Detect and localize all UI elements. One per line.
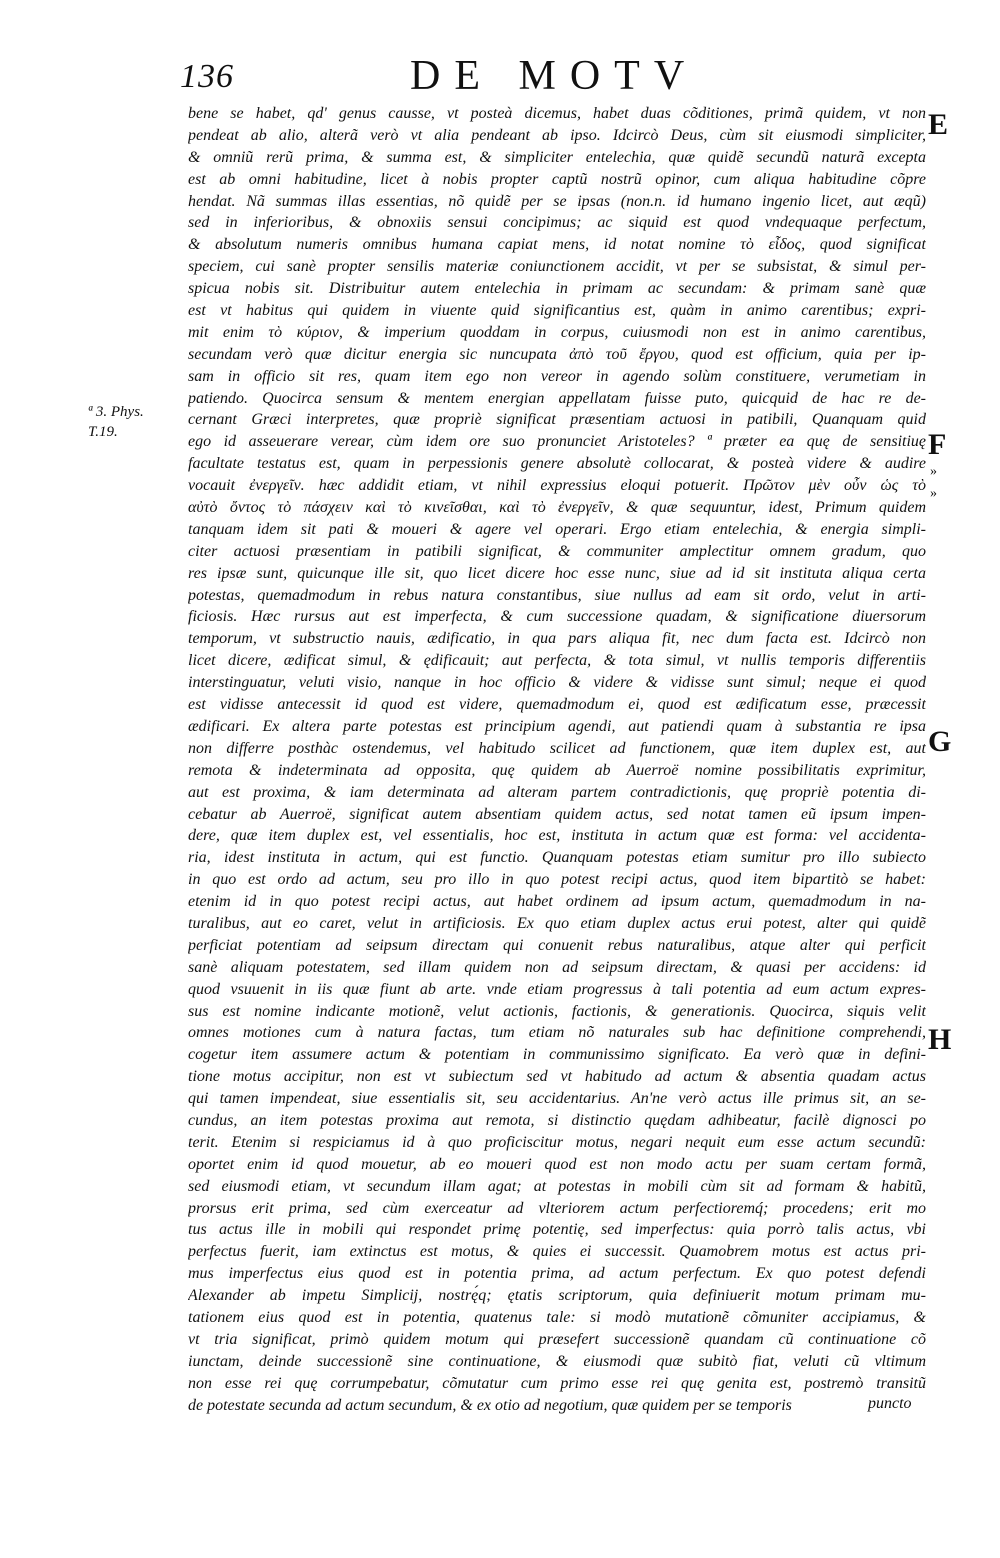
text-line: ria, idest instituta in actum, qui est functio. Quanquam potestas etiam sumitur pro illo subiecto <box>188 849 926 867</box>
text-line: aut est proxima, & iam determinata ad alteram partem contradictionis, quę propriè potentia di- <box>188 783 926 801</box>
text-line: tus actus ille in mobili qui respondet primę potentię, sed imperfectus: quia porrò talis actus, vbi <box>188 1221 926 1239</box>
text-line: non differre posthàc ostendemus, vel habitudo scilicet ad functionem, quæ item duplex est, aut <box>188 739 926 757</box>
text-line: sed in inferioribus, & obnoxiis sensui concipimus; ac siquid est quod vndequaque perfectum, <box>188 214 926 232</box>
text-line: tationem eius quod est in potentia, quatenus tale: si modò mutationẽ cõmuniter accipiamus, & <box>188 1308 926 1326</box>
text-line: perfectus fuerit, iam extinctus est motus, & quies ei successit. Quamobrem motus est actus pri- <box>188 1243 926 1261</box>
text-line: sam in officio sit res, quam item ego non vereor in agendo solùm constituere, verumetiam in <box>188 367 926 385</box>
text-line: mus imperfectus eius quod est in potentia prima, ad actum perfectum. Ex quo potest defendi <box>188 1265 926 1283</box>
margin-note-text: T.19. <box>88 424 118 440</box>
text-line: temporum, vt substructio nauis, ædificatio, in qua pars aliqua fit, nec dum facta est. Idcircò non <box>188 630 926 648</box>
text-line: mit enim τὸ κύριον, & imperium quoddam in corpus, cuiusmodi non est in animo carentibus, <box>188 323 926 341</box>
text-line: quod vsuuenit in iis quæ fiunt ab arte. vnde etiam progressus à tali potentia ad eum actum expres- <box>188 980 926 998</box>
text-line: cebatur ab Auerroë, significat autem absentiam quidem actus, sed notat tamen eũ ipsum impen- <box>188 805 926 823</box>
text-line: est vidisse antecessit id quod est videre, quemadmodum ei, quod est ædificatum esse, præcessit <box>188 696 926 714</box>
text-line: cernant Græci interpretes, quæ propriè significat præsentiam actuosi in patibili, Quanquam quid <box>188 411 926 429</box>
margin-note-reference: ª 3. Phys. <box>88 404 144 420</box>
text-line: ficiosis. Hæc rursus aut est imperfecta, & cum successione quadam, & significatione diuersorum <box>188 608 926 626</box>
text-line: omnes motiones cum à natura factas, tum etiam nõ naturales sub hac definitione comprehendi, <box>188 1024 926 1042</box>
text-line: cogetur item assumere actum & potentiam in communissimo significato. Ea verò quæ in defini- <box>188 1046 926 1064</box>
text-line: citer actuosi præsentiam in patibili significat, & communiter amplectitur omnem gradum, quo <box>188 542 926 560</box>
text-line: interstinguatur, veluti visio, nanque in hoc officio & videre & vidisse sunt simul; neque ei quod <box>188 674 926 692</box>
text-line: terit. Etenim si respiciamus id à quo proficiscitur motus, negari nequit eum esse actum secundũ: <box>188 1133 926 1151</box>
section-mark-g: G <box>928 725 952 758</box>
text-line: turalibus, aut eo caret, velut in artificiosis. Ex quo etiam duplex actus erui potest, alter qui quidẽ <box>188 914 926 932</box>
text-line: prorsus erit prima, sed cùm exerceatur ad vlteriorem actum perfectioremq́; procedens; erit mo <box>188 1199 926 1217</box>
text-line: licet dicere, ædificat simul, & ędificauit; aut perfecta, & tota simul, vt nullis temporis differentiis <box>188 652 926 670</box>
text-line: vt tria significat, primò quidem motum qui præsefert successionẽ quandam cũ continuatione cõ <box>188 1330 926 1348</box>
text-line: in quo est ordo ad actum, seu pro illo in quo potest recipi actus, quod item bipartitò se habet: <box>188 871 926 889</box>
text-line: sus est nomine indicante motionẽ, velut actionis, factionis, & generationis. Quocirca, siquis velit <box>188 1002 926 1020</box>
section-mark-f: F <box>928 428 947 461</box>
catchword: puncto <box>868 1395 912 1412</box>
text-line: res ipsæ sunt, quicunque ille sit, quo licet dicere hoc esse nunc, siue ad id sit instituta aliqua certa <box>188 564 926 582</box>
text-line: potestas, quemadmodum in rebus natura constantibus, siue nullus ad eam sit ordo, velut in arti- <box>188 586 926 604</box>
text-line: est ab omni habitudine, licet à nobis propter captũ nostrũ opinor, cum aliqua habitudine cõpre <box>188 170 926 188</box>
text-line: etenim id in quo potest recipi actus, aut habet ordinem ad ipsum actum, quemadmodum in na- <box>188 893 926 911</box>
page-header <box>180 52 940 102</box>
text-line: bene se habet, qd' genus causse, vt posteà dicemus, habet duas cõditiones, primã quidem, vt non <box>188 105 926 122</box>
text-line: ædificari. Ex altera parte potestas est principium agendi, aut patiendi quam à substantia re ipsa <box>188 717 926 735</box>
quote-mark: » <box>930 464 937 479</box>
text-line: tione motus accipitur, non est vt subiectum sed vt habitudo ad actum & absentia quadam actus <box>188 1068 926 1086</box>
text-line: tanquam idem sit pati & moueri & agere vel operari. Ergo etiam entelechia, & energia simpli- <box>188 520 926 538</box>
text-line: oportet enim id quod mouetur, ab eo moueri quod est non modo actu per suam certam formã, <box>188 1155 926 1173</box>
text-line: dere, quæ item duplex est, vel essentialis, hoc est, instituta in actum quæ est forma: vel accidenta- <box>188 827 926 845</box>
text-line: secundam verò quæ dicitur energia sic nuncupata ἀπὸ τοῦ ἔργου, quod est officium, quia per ip- <box>188 345 926 363</box>
text-line: cundus, an item potestas proxima aut remota, si distinctio quędam adhibeatur, facilè dignosci po <box>188 1111 926 1129</box>
text-line: sed eiusmodi etiam, vt secundum illam agat; at potestas in mobili cùm sit ad formam & habitũ, <box>188 1177 926 1195</box>
text-line: est vt habitus qui quidem in viuente quid significantius est, quàm in animo carentibus; expri- <box>188 302 926 320</box>
text-line: speciem, cui sanè propter sensilis materiæ coniunctionem accidit, vt per se subsistat, & simul per- <box>188 258 926 276</box>
text-line: vocauit ἐνεργεῖν. hæc addidit etiam, vt nihil expressius eloqui potuerit. Πρῶτον μὲν οὖν ὡς τὸ <box>188 477 926 495</box>
quote-mark: » <box>930 486 937 501</box>
text-line: qui tamen impendeat, siue essentialis sit, seu accidentarius. An'ne verò actus ille primus sit, an se- <box>188 1090 926 1108</box>
section-mark-e: E <box>928 108 949 141</box>
text-line: facultate testatus est, quam in perpessionis genere absolutè collocarat, & posteà videre & audire <box>188 455 926 473</box>
text-line: & absolutum numeris omnibus humana capiat mens, id notat nomine τὸ εἶδος, quod significat <box>188 236 926 254</box>
text-line: hendat. Nã summas illas essentias, nõ quidẽ per se ipsas (non.n. id humano ingenio licet, aut æqũ) <box>188 192 926 210</box>
text-line: & omniũ rerũ prima, & summa est, & simpliciter entelechia, quæ quidẽ secundũ naturã excepta <box>188 148 926 166</box>
text-line: non esse rei quę corrumpebatur, cõmutatur cum primo esse rei quę genita est, postremò transitũ <box>188 1374 926 1392</box>
text-line: sanè aliquam potestatem, sed illam quidem non ad seipsum directam, & quasi per accidens: id <box>188 958 926 976</box>
text-line: patiendo. Quocirca sensum & mentem energian appellatam fuisse puto, quicquid de hac re de- <box>188 389 926 407</box>
text-line: de potestate secunda ad actum secundum, & ex otio ad negotium, quæ quidem per se temporis <box>188 1396 792 1414</box>
text-line: αὐτὸ ὄντος τὸ πάσχειν καὶ τὸ κινεῖσθαι, καὶ τὸ ἐνεργεῖν, & quæ sequuntur, idest, Primum quidem <box>188 499 926 517</box>
page-number: 136 <box>180 58 234 95</box>
text-line: iunctam, deinde successionẽ sine continuatione, & eiusmodi quæ subitò fiat, veluti cũ vltimum <box>188 1352 926 1370</box>
section-mark-h: H <box>928 1023 952 1056</box>
text-line: pendeat ab alio, alterã verò vt alia pendeant ab ipso. Idcircò Deus, cùm sit eiusmodi simpliciter, <box>188 126 926 144</box>
body-text <box>188 103 926 1416</box>
text-line: spicua nobis sit. Distribuitur autem entelechia in primam ac secundam: & primam sanè quæ <box>188 280 926 298</box>
text-line: ego id asseuerare verear, cùm idem ore suo pronunciet Aristoteles? ª præter ea quę de sensitiuę <box>188 433 926 451</box>
text-line: perficiat potentiam ad seipsum directam qui conuenit rebus naturalibus, atque alter qui perficit <box>188 936 926 954</box>
running-head: DE MOTV <box>410 53 699 99</box>
text-line: remota & indeterminata ad opposita, quę quidem ab Auerroë nomine possibilitatis exprimitur, <box>188 761 926 779</box>
text-line: Alexander ab impetu Simplicij, nostrę́q; ętatis scriptorum, quia definiuerit motum primam mu- <box>188 1287 926 1305</box>
